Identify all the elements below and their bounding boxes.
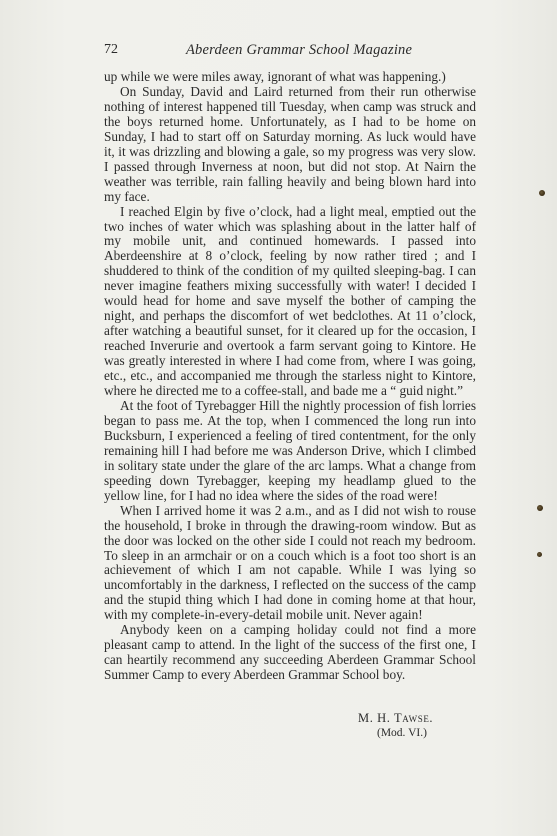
journal-title: Aberdeen Grammar School Magazine bbox=[186, 42, 413, 58]
page-number: 72 bbox=[104, 42, 118, 57]
paragraph: I reached Elgin by five o’clock, had a light meal, emptied out the two inches of water which was splashing about in the latter half of my mobile unit, and continued homewards. I passed into Aberdeenshire at 8 o’clock, feeling by now rather tired ; and I shuddered to think of the condition of my quilted sleeping-bag. I can never imagine feathers mixing successfully with water! I decided I would head for home and save myself the bother of camping the night, and perhaps the discomfort of wet bedclothes. At 11 o’clock, after watching a beautiful sunset, for it cleared up for the occasion, I reached Inverurie and overtook a farm servant going to Kintore. He was greatly interested in where I had come from, where I was going, etc., etc., and accompanied me through the starless night to Kintore, where he directed me to a coffee-stall, and bade me a “ guid night.” bbox=[104, 203, 476, 399]
running-head bbox=[104, 42, 476, 62]
binding-hole bbox=[537, 552, 542, 557]
author-class: (Mod. VI.) bbox=[377, 727, 427, 739]
article-body bbox=[104, 70, 476, 683]
binding-hole bbox=[539, 190, 545, 196]
paragraph: Anybody keen on a camping holiday could not find a more pleasant camp to attend. In the light of the success of the first one, I can heartily recommend any succeeding Aberdeen Grammar School Summer Camp to every Aberdeen Grammar School boy. bbox=[104, 622, 476, 683]
paragraph: At the foot of Tyrebagger Hill the nightly procession of fish lorries began to pass me. At the top, when I commenced the long run into Bucksburn, I experienced a feeling of tired contentment, for the only remaining hill I had before me was Anderson Drive, which I climbed in solitary state under the glare of the arc lamps. What a change from speeding down Tyrebagger, keeping my headlamp glued to the yellow line, for I had no idea where the sides of the road were! bbox=[104, 397, 476, 503]
author-signature: M. H. Tawse. bbox=[358, 711, 434, 725]
paragraph: up while we were miles away, ignorant of what was happening.) bbox=[104, 69, 446, 84]
paragraph: On Sunday, David and Laird returned from their run otherwise nothing of interest happened till Tuesday, when camp was struck and the boys returned home. Unfortunately, as I had to be home on Sunday, I had to start off on Saturday morning. As luck would have it, it was drizzling and blowing a gale, so my progress was very slow. I passed through Inverness at noon, but did not stop. At Nairn the weather was terrible, rain falling heavily and being blown hard into my face. bbox=[104, 83, 476, 204]
paragraph: When I arrived home it was 2 a.m., and as I did not wish to rouse the household, I broke in through the drawing-room window. But as the door was locked on the other side I could not reach my bedroom. To sleep in an armchair or on a couch which is a foot too short is an achievement of which I am not capable. While I was lying so uncomfortably in the darkness, I reflected on the success of the camp and the stupid thing which I had done in coming home at that hour, with my complete-in-every-detail mobile unit. Never again! bbox=[104, 502, 476, 623]
binding-hole bbox=[537, 505, 543, 511]
